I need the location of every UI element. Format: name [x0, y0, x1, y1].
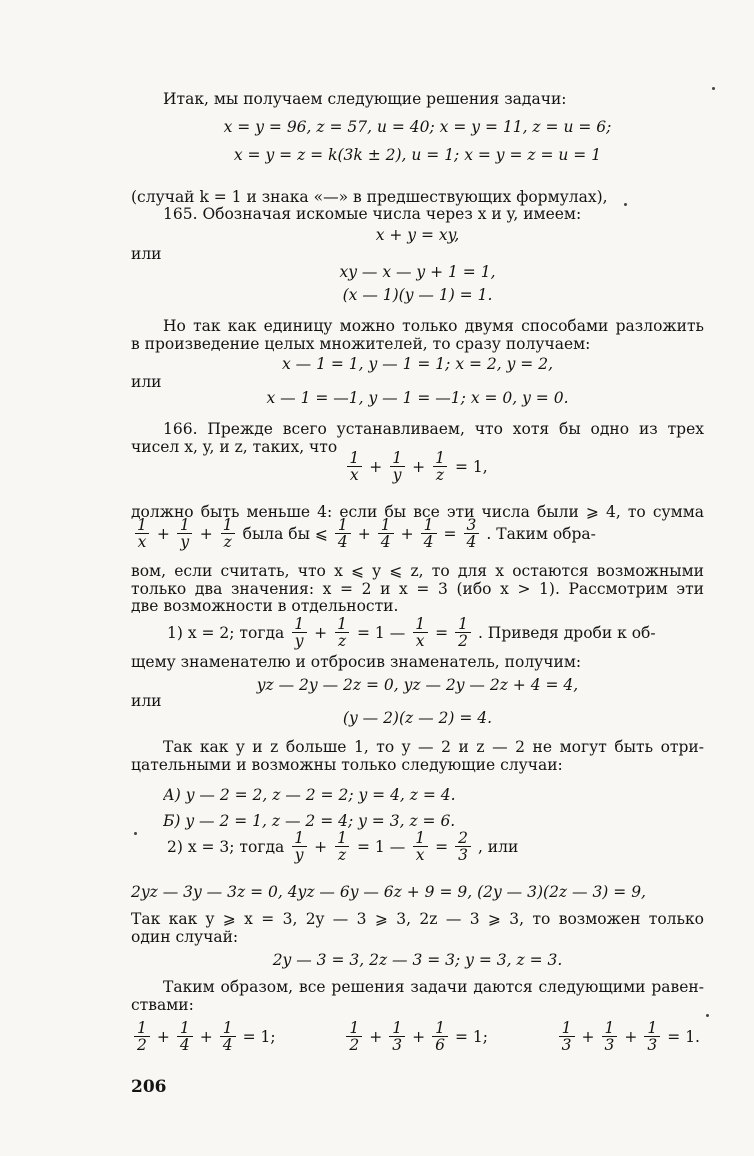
plus-sign: + — [357, 524, 371, 543]
denominator: 6 — [432, 1036, 448, 1053]
denominator: 4 — [464, 533, 480, 550]
equation: (y — 2)(z — 2) = 4. — [342, 709, 493, 727]
equation-2yz: 2yz — 3y — 3z = 0, 4yz — 6y — 6z + 9 = 9, (2y — 3)(2z — 3) = 9, — [131, 883, 646, 901]
rhs: = 1; — [242, 1027, 276, 1046]
fraction — [177, 517, 193, 550]
numerator: 1 — [423, 516, 434, 534]
numerator: 1 — [337, 829, 347, 847]
text: была бы ⩽ — [242, 524, 328, 543]
numerator: 1 — [415, 615, 426, 633]
fraction — [346, 1020, 362, 1053]
fraction — [412, 830, 428, 863]
equation: x — 1 = —1, y — 1 = —1; x = 0, y = 0. — [266, 389, 569, 407]
plus-sign: + — [199, 524, 213, 543]
numerator: 1 — [294, 615, 305, 633]
equals-sign: = — [435, 837, 449, 856]
text: . Приведя дроби к об- — [477, 623, 656, 642]
denominator: y — [177, 533, 192, 550]
denominator: x — [413, 632, 428, 649]
text-line: две возможности в отдельности. — [131, 597, 399, 615]
text-line: 165. Обозначая искомые числа через x и y, имеем: — [163, 205, 582, 223]
text-line: щему знаменателю и отбросив знаменатель, получим: — [131, 653, 582, 671]
print-speck — [624, 203, 627, 206]
fraction — [389, 450, 405, 483]
denominator: 4 — [220, 1036, 236, 1053]
numerator: 1 — [647, 1019, 658, 1037]
text-line: один случай: — [131, 928, 239, 946]
fraction — [134, 517, 150, 550]
numerator: 1 — [561, 1019, 572, 1037]
fraction — [464, 517, 480, 550]
equation-sum — [131, 450, 704, 483]
plus-sign: + — [412, 1027, 426, 1046]
numerator: 1 — [458, 615, 468, 633]
print-speck — [706, 1014, 709, 1017]
text-line: 166. Прежде всего устанавливаем, что хотя бы одно из трех — [163, 420, 704, 438]
text-line: чисел x, y, и z, таких, что — [131, 438, 338, 456]
numerator: 3 — [466, 516, 477, 534]
denominator: y — [292, 846, 307, 863]
text-line: только два значения: x = 2 и x = 3 (ибо x > 1). Рассмотрим эти — [131, 580, 704, 598]
plus-sign: + — [199, 1027, 213, 1046]
text-line: цательными и возможны только следующие случаи: — [131, 756, 563, 774]
fraction — [455, 616, 471, 649]
denominator: 4 — [378, 533, 394, 550]
or-label: или — [131, 373, 162, 391]
fraction — [602, 1020, 618, 1053]
denominator: 4 — [421, 533, 437, 550]
plus-sign: + — [314, 837, 328, 856]
rhs: = 1, — [454, 457, 488, 476]
fraction — [177, 1020, 193, 1053]
text-line: Итак, мы получаем следующие решения задачи: — [163, 90, 567, 108]
fraction — [432, 450, 448, 483]
rhs: = 1 — — [357, 623, 406, 642]
final-solutions — [131, 1020, 704, 1053]
denominator: z — [335, 632, 349, 649]
plus-sign: + — [156, 524, 170, 543]
fraction — [291, 616, 307, 649]
numerator: 1 — [604, 1019, 615, 1037]
equation: x = y = 96, z = 57, u = 40; x = y = 11, z = u = 6; — [223, 118, 612, 136]
text-line: Таким образом, все решения задачи даются следующими равен- — [163, 978, 704, 996]
text-line: Так как y ⩾ x = 3, 2y — 3 ⩾ 3, 2z — 3 ⩾ 3, то возможен только — [131, 910, 704, 928]
denominator: x — [413, 846, 428, 863]
text-line: Но так как единицу можно только двумя способами разложить — [163, 317, 704, 335]
solution-sum — [556, 1020, 704, 1053]
inline-bound-line — [131, 517, 704, 550]
print-speck — [712, 87, 715, 90]
denominator: x — [347, 466, 362, 483]
numerator: 1 — [137, 516, 147, 534]
case-b: Б) y — 2 = 1, z — 2 = 4; y = 3, z = 6. — [163, 812, 456, 830]
or-label: или — [131, 692, 162, 710]
page-number: 206 — [131, 1077, 167, 1097]
numerator: 1 — [435, 449, 445, 467]
solution-sum — [343, 1020, 492, 1053]
plus-sign: + — [156, 1027, 170, 1046]
numerator: 1 — [222, 1019, 233, 1037]
numerator: 1 — [349, 449, 360, 467]
solution-sum — [131, 1020, 280, 1053]
fraction — [346, 450, 362, 483]
numerator: 1 — [337, 615, 347, 633]
or-label: или — [131, 245, 162, 263]
fraction — [334, 830, 350, 863]
text: , или — [477, 837, 519, 856]
equation: x + y = xy, — [375, 226, 460, 244]
fraction — [412, 616, 428, 649]
numerator: 1 — [415, 829, 426, 847]
numerator: 2 — [458, 829, 468, 847]
numerator: 1 — [435, 1019, 445, 1037]
denominator: 3 — [602, 1036, 618, 1053]
equation: xy — x — y + 1 = 1, — [339, 263, 496, 281]
text-line: в произведение целых множителей, то сразу получаем: — [131, 335, 591, 353]
denominator: z — [433, 466, 447, 483]
fraction — [334, 616, 350, 649]
denominator: z — [221, 533, 235, 550]
numerator: 1 — [392, 449, 403, 467]
numerator: 1 — [380, 516, 391, 534]
plus-sign: + — [581, 1027, 595, 1046]
equals-sign: = — [435, 623, 449, 642]
denominator: 3 — [559, 1036, 575, 1053]
denominator: 4 — [335, 533, 351, 550]
denominator: 3 — [644, 1036, 660, 1053]
denominator: y — [390, 466, 405, 483]
text-line: (случай k = 1 и знака «—» в предшествующих формулах), — [131, 188, 608, 206]
numerator: 1 — [179, 516, 190, 534]
case-label: 1) x = 2; тогда — [167, 623, 285, 642]
denominator: z — [335, 846, 349, 863]
text-line: вом, если считать, что x ⩽ y ⩽ z, то для x остаются возможными — [131, 562, 704, 580]
plus-sign: + — [369, 1027, 383, 1046]
numerator: 1 — [337, 516, 348, 534]
text-line: должно быть меньше 4: если бы все эти числа были ⩾ 4, то сумма — [131, 503, 704, 521]
plus-sign: + — [412, 457, 426, 476]
case-1-line — [163, 616, 704, 649]
case-label: 2) x = 3; тогда — [167, 837, 285, 856]
fraction — [291, 830, 307, 863]
fraction — [559, 1020, 575, 1053]
fraction — [220, 1020, 236, 1053]
numerator: 1 — [392, 1019, 403, 1037]
rhs: = 1 — — [357, 837, 406, 856]
fraction — [378, 517, 394, 550]
case-a: А) y — 2 = 2, z — 2 = 2; y = 4, z = 4. — [163, 786, 456, 804]
numerator: 1 — [179, 1019, 190, 1037]
fraction — [220, 517, 236, 550]
fraction — [335, 517, 351, 550]
fraction — [455, 830, 471, 863]
fraction — [389, 1020, 405, 1053]
plus-sign: + — [314, 623, 328, 642]
print-speck — [134, 832, 137, 835]
equation: (x — 1)(y — 1) = 1. — [342, 286, 493, 304]
equation: x — 1 = 1, y — 1 = 1; x = 2, y = 2, — [281, 355, 554, 373]
denominator: 4 — [177, 1036, 193, 1053]
numerator: 1 — [349, 1019, 360, 1037]
equation: yz — 2y — 2z = 0, yz — 2y — 2z + 4 = 4, — [256, 676, 579, 694]
numerator: 1 — [222, 516, 233, 534]
plus-sign: + — [400, 524, 414, 543]
fraction — [432, 1020, 448, 1053]
numerator: 1 — [137, 1019, 147, 1037]
case-2-line — [163, 830, 704, 863]
equals-sign: = — [443, 524, 457, 543]
plus-sign: + — [624, 1027, 638, 1046]
denominator: 3 — [389, 1036, 405, 1053]
fraction — [644, 1020, 660, 1053]
fraction — [134, 1020, 150, 1053]
denominator: 2 — [134, 1036, 150, 1053]
denominator: y — [292, 632, 307, 649]
denominator: 2 — [455, 632, 471, 649]
text-line: Так как y и z больше 1, то y — 2 и z — 2 не могут быть отри- — [163, 738, 704, 756]
numerator: 1 — [294, 829, 305, 847]
denominator: 3 — [455, 846, 471, 863]
rhs: = 1; — [454, 1027, 488, 1046]
plus-sign: + — [369, 457, 383, 476]
text: . Таким обра- — [486, 524, 596, 543]
text-line: ствами: — [131, 996, 194, 1014]
denominator: 2 — [346, 1036, 362, 1053]
equation: 2y — 3 = 3, 2z — 3 = 3; y = 3, z = 3. — [272, 951, 563, 969]
fraction — [421, 517, 437, 550]
denominator: x — [135, 533, 150, 550]
equation: x = y = z = k(3k ± 2), u = 1; x = y = z = u = 1 — [233, 146, 602, 164]
rhs: = 1. — [667, 1027, 700, 1046]
